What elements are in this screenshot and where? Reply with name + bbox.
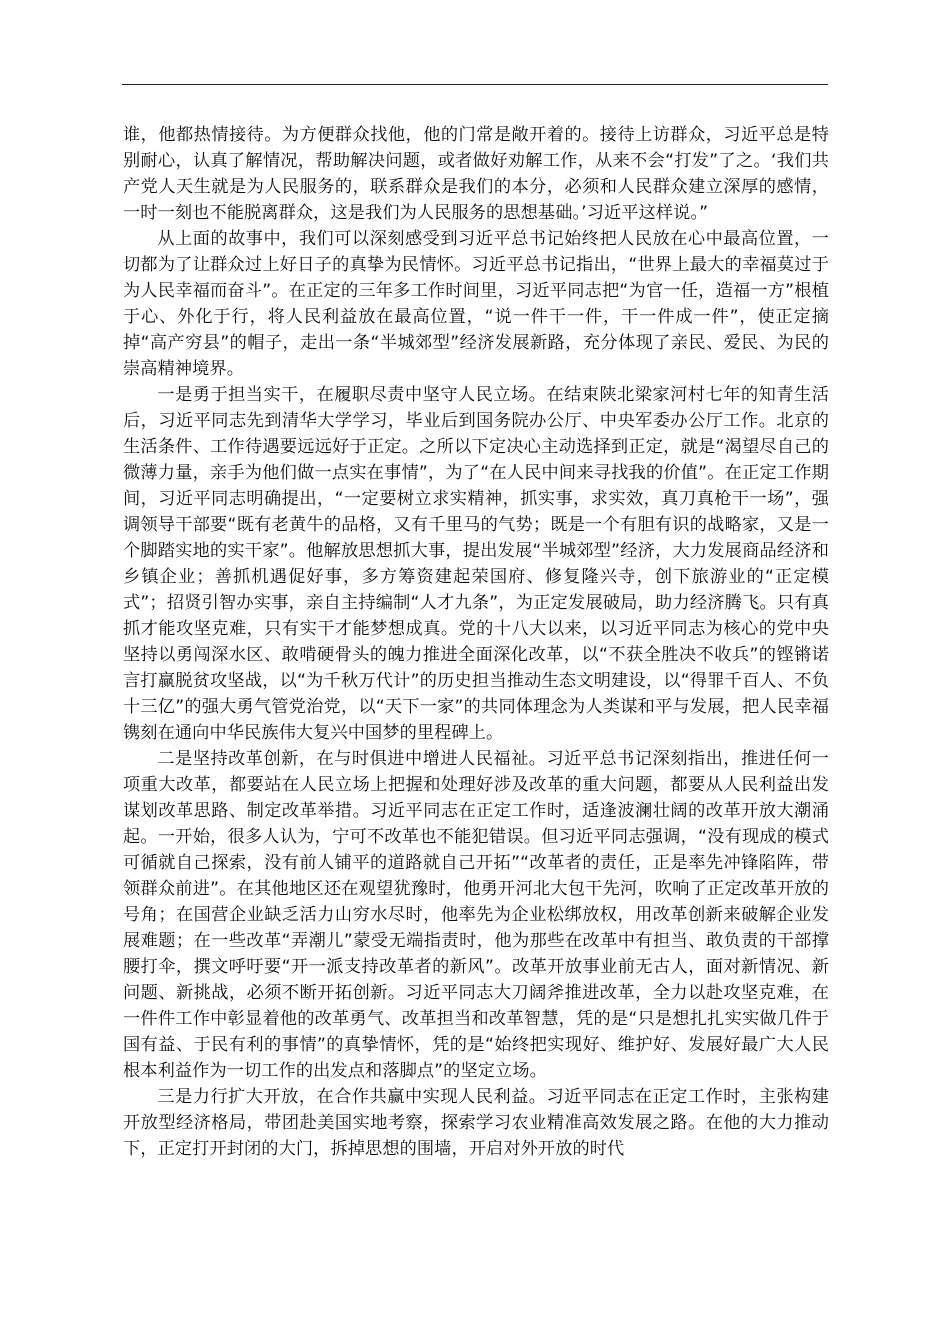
paragraph-continuation: 谁，他都热情接待。为方便群众找他，他的门常是敞开着的。接待上访群众，习近平总是特别耐心，认真了解情况，帮助解决问题，或者做好劝解工作，从来不会“打发”了之。‘我们共产党人天生就是为人民服务的，联系群众是我们的本分，必须和人民群众建立深厚的感情，一时一刻也不能脱离群众，这是我们为人民服务的思想基础。’习近平这样说。”: [123, 125, 829, 223]
paragraph-point-three: 三是力行扩大开放，在合作共赢中实现人民利益。习近平同志在正定工作时，主张构建开放型经济格局，带团赴美国实地考察，探索学习农业精准高效发展之路。在他的大力推动下，正定打开封闭的大门，拆掉思想的围墙，开启对外开放的时代: [123, 1087, 829, 1159]
body-text: [123, 122, 829, 1162]
paragraph-point-two: 二是坚持改革创新，在与时俱进中增进人民福祉。习近平总书记深刻指出，推进任何一项重大改革，都要站在人民立场上把握和处理好涉及改革的重大问题，都要从人民利益出发谋划改革思路、制定改革举措。习近平同志在正定工作时，适逢波澜壮阔的改革开放大潮涌起。一开始，很多人认为，宁可不改革也不能犯错误。但习近平同志强调，“没有现成的模式可循就自己探索，没有前人铺平的道路就自己开拓”“改革者的责任，正是率先冲锋陷阵，带领群众前进”。在其他地区还在观望犹豫时，他勇开河北大包干先河，吹响了正定改革开放的号角；在国营企业缺乏活力山穷水尽时，他率先为企业松绑放权，用改革创新来破解企业发展难题；在一些改革“弄潮儿”蒙受无端指责时，他为那些在改革中有担当、敢负责的干部撑腰打伞，撰文呼吁要“开一派支持改革者的新风”。改革开放事业前无古人，面对新情况、新问题、新挑战，必须不断开拓创新。习近平同志大刀阔斧推进改革，全力以赴攻坚克难，在一件件工作中彰显着他的改革勇气、改革担当和改革智慧，凭的是“只是想扎扎实实做几件于国有益、于民有利的事情”的真挚情怀，凭的是“始终把实现好、维护好、发展好最广大人民根本利益作为一切工作的出发点和落脚点”的坚定立场。: [123, 749, 829, 1081]
header-rule: [122, 84, 828, 85]
paragraph-summary: 从上面的故事中，我们可以深刻感受到习近平总书记始终把人民放在心中最高位置，一切都为了让群众过上好日子的真挚为民情怀。习近平总书记指出，“世界上最大的幸福莫过于为人民幸福而奋斗”。在正定的三年多工作时间里，习近平同志把“为官一任，造福一方”根植于心、外化于行，将人民利益放在最高位置，“说一件干一件，干一件成一件”，使正定摘掉“高产穷县”的帽子，走出一条“半城郊型”经济发展新路，充分体现了亲民、爱民、为民的崇高精神境界。: [123, 229, 829, 379]
paragraph-point-one: 一是勇于担当实干，在履职尽责中坚守人民立场。在结束陕北梁家河村七年的知青生活后，习近平同志先到清华大学学习，毕业后到国务院办公厅、中央军委办公厅工作。北京的生活条件、工作待遇要远远好于正定。之所以下定决心主动选择到正定，就是“渴望尽自己的微薄力量，亲手为他们做一点实在事情”，为了“在人民中间来寻找我的价值”。在正定工作期间，习近平同志明确提出，“一定要树立求实精神，抓实事，求实效，真刀真枪干一场”，强调领导干部要“既有老黄牛的品格，又有千里马的气势；既是一个有胆有识的战略家，又是一个脚踏实地的实干家”。他解放思想抓大事，提出发展“半城郊型”经济，大力发展商品经济和乡镇企业；善抓机遇促好事，多方筹资建起荣国府、修复隆兴寺，创下旅游业的“正定模式”；招贤引智办实事，亲自主持编制“人才九条”，为正定发展破局，助力经济腾飞。只有真抓才能攻坚克难，只有实干才能梦想成真。党的十八大以来，以习近平同志为核心的党中央坚持以勇闯深水区、敢啃硬骨头的魄力推进全面深化改革，以“不获全胜决不收兵”的铿锵诺言打赢脱贫攻坚战，以“为千秋万代计”的历史担当推动生态文明建设，以“得罪千百人、不负十三亿”的强大勇气管党治党，以“天下一家”的共同体理念为人类谋和平与发展，把人民幸福镌刻在通向中华民族伟大复兴中国梦的里程碑上。: [123, 385, 829, 743]
